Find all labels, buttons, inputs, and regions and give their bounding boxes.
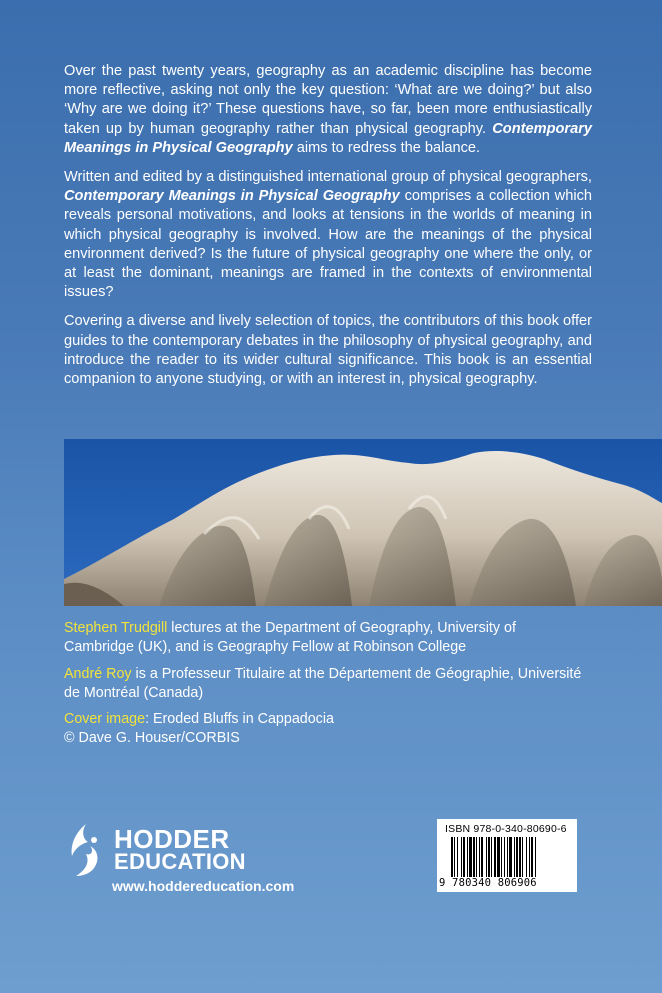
barcode-bar xyxy=(467,837,468,877)
barcode-bar xyxy=(469,837,472,877)
barcode-bar xyxy=(509,837,512,877)
blurb-text: aims to redress the balance. xyxy=(292,139,481,156)
blurb-text: Written and edited by a distinguished international group of physical geographers, xyxy=(64,169,592,186)
publisher-url: www.hoddereducation.com xyxy=(112,878,295,894)
barcode-bar xyxy=(461,837,462,877)
barcode-bar xyxy=(488,837,490,877)
barcode-bars xyxy=(451,837,567,877)
author-name: André Roy xyxy=(64,665,132,682)
publisher-block xyxy=(64,822,364,902)
cover-caption: : Eroded Bluffs in Cappadocia xyxy=(145,711,334,728)
cover-photo-eroded-bluffs xyxy=(64,439,662,606)
barcode-bar xyxy=(473,837,475,877)
author-name: Stephen Trudgill xyxy=(64,620,168,636)
barcode-bar xyxy=(526,837,527,877)
barcode-bar xyxy=(507,837,508,877)
barcode-bar xyxy=(531,837,533,877)
book-title: Contemporary Meanings in Physical Geography xyxy=(64,120,592,156)
author-bio-1 xyxy=(64,619,584,658)
bio-text: lectures at the Department of Geography, University of Cambridge (UK), and is Geography Fellow at Robinson College xyxy=(64,620,516,656)
barcode-bar xyxy=(501,837,502,877)
bio-text: is a Professeur Titulaire at the Département de Géographie, Université de Montréal (Canada) xyxy=(64,665,582,701)
blurb-paragraph-2 xyxy=(64,168,592,302)
author-bio-2 xyxy=(64,665,584,704)
blurb-paragraph-1 xyxy=(64,62,592,158)
isbn-number: 9 780340 806906 xyxy=(439,877,537,889)
barcode-bar xyxy=(451,837,453,877)
barcode-bar xyxy=(497,837,500,877)
back-cover-blurb xyxy=(64,62,592,399)
barcode-bar xyxy=(514,837,515,877)
publisher-name: HODDER xyxy=(114,824,230,854)
cover-image-credit xyxy=(64,710,584,749)
blurb-text: comprises a collection which reveals personal motivations, and looks at tensions in the worlds of meaning in which physical geography is involved. How are the meanings of the physical environment derived? Is the future of physical geography one where the only, or at least the dominant, meanings are framed in the contexts of environmental issues? xyxy=(64,188,592,301)
barcode-bar xyxy=(516,837,518,877)
barcode-bar xyxy=(491,837,492,877)
barcode-bar xyxy=(476,837,477,877)
blurb-paragraph-3: Covering a diverse and lively selection of topics, the contributors of this book offer guides to the contemporary debates in the philosophy of physical geography, and introduce the reader to its wider cultural significance. This book is an essential companion to anyone studying, or with an interest in, physical geography. xyxy=(64,313,592,388)
isbn-barcode xyxy=(437,819,577,892)
isbn-label: ISBN 978-0-340-80690-6 xyxy=(445,823,567,835)
barcode-bar xyxy=(463,837,465,877)
barcode-bar xyxy=(529,837,530,877)
barcode-bar xyxy=(522,837,523,877)
barcode-bar xyxy=(479,837,480,877)
hodder-logo-icon xyxy=(64,822,106,878)
publisher-subname: EDUCATION xyxy=(114,849,246,874)
barcode-bar xyxy=(481,837,483,877)
barcode-bar xyxy=(486,837,487,877)
barcode-bar xyxy=(519,837,521,877)
cover-label: Cover image xyxy=(64,711,146,728)
barcode-bar xyxy=(457,837,458,877)
cover-credit: © Dave G. Houser/CORBIS xyxy=(64,730,240,747)
barcode-bar xyxy=(454,837,455,877)
barcode-bar xyxy=(535,837,536,877)
barcode-bar xyxy=(494,837,496,877)
barcode-bar xyxy=(504,837,505,877)
author-bios xyxy=(64,619,584,756)
blurb-text: Over the past twenty years, geography as an academic discipline has become more reflective, asking not only the key question: ‘What are we doing?’ but also ‘Why are we doing it?’ These questions have, so far, been more enthusiastically taken up by human geography rather than physical geography. xyxy=(64,63,592,137)
book-title: Contemporary Meanings in Physical Geography xyxy=(64,188,400,205)
